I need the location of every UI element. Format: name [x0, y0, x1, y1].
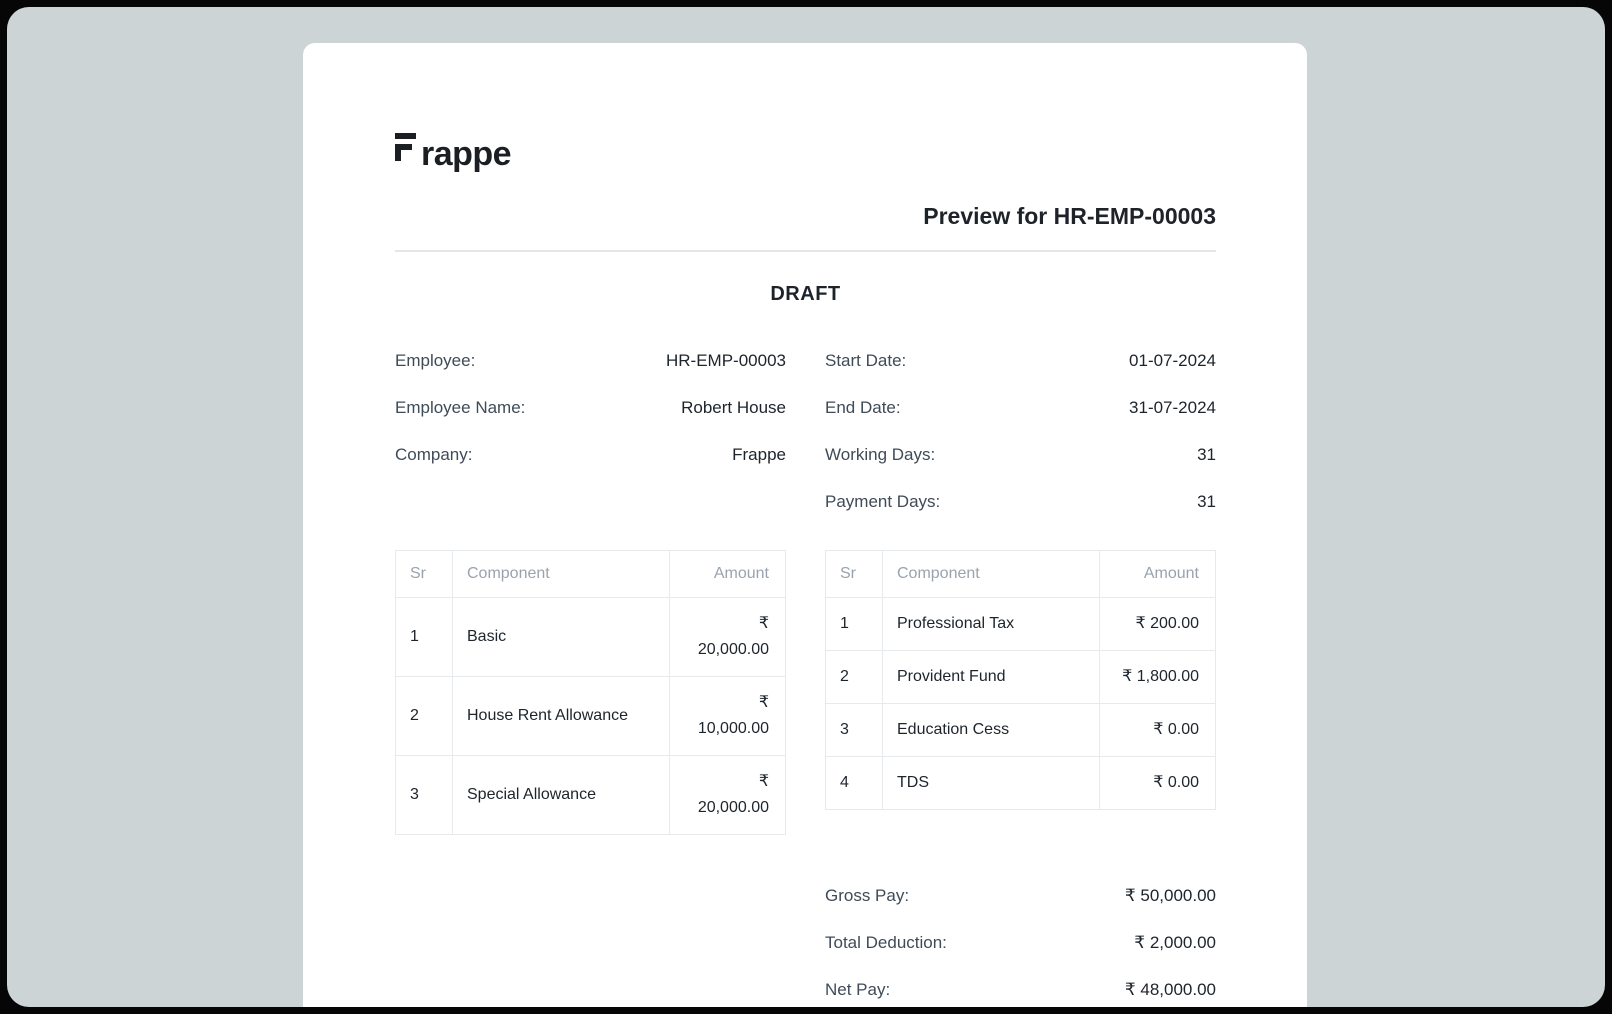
field-payment-days: [825, 489, 1216, 515]
earnings-header-component: Component: [453, 551, 670, 598]
deductions-header-amount: Amount: [1100, 551, 1216, 598]
field-label: Working Days:: [825, 445, 936, 464]
field-value: 31: [1197, 445, 1216, 464]
field-value: HR-EMP-00003: [666, 351, 786, 370]
earnings-component: Basic: [453, 598, 670, 677]
earnings-amount: ₹ 20,000.00: [670, 756, 786, 835]
earnings-amount: ₹ 20,000.00: [670, 598, 786, 677]
earnings-row: [396, 677, 786, 756]
field-end-date: [825, 395, 1216, 421]
deductions-component: Provident Fund: [883, 651, 1100, 704]
field-start-date: [825, 348, 1216, 374]
salary-slip-preview-card: [303, 43, 1307, 1007]
earnings-sr: 2: [396, 677, 453, 756]
deductions-sr: 1: [826, 598, 883, 651]
earnings-header-amount: Amount: [670, 551, 786, 598]
deductions-header-row: [826, 551, 1216, 598]
field-label: End Date:: [825, 398, 901, 417]
earnings-header-row: [396, 551, 786, 598]
field-value: 31: [1197, 492, 1216, 511]
deductions-row: [826, 704, 1216, 757]
total-label: Total Deduction:: [825, 933, 947, 952]
total-label: Net Pay:: [825, 980, 891, 999]
total-deduction: [825, 930, 1216, 956]
field-label: Employee:: [395, 351, 476, 370]
deductions-amount: ₹ 1,800.00: [1100, 651, 1216, 704]
total-value: ₹ 2,000.00: [1134, 933, 1216, 952]
field-value: 31-07-2024: [1129, 398, 1216, 417]
deductions-sr: 4: [826, 757, 883, 810]
field-company: [395, 442, 786, 468]
employee-info-section: [395, 348, 1216, 536]
field-value: Frappe: [732, 445, 786, 464]
frappe-logo: [395, 132, 1216, 173]
totals-section: [825, 883, 1216, 1003]
deductions-component: TDS: [883, 757, 1100, 810]
field-working-days: [825, 442, 1216, 468]
earnings-header-sr: Sr: [396, 551, 453, 598]
deductions-header-sr: Sr: [826, 551, 883, 598]
total-value: ₹ 48,000.00: [1124, 980, 1216, 999]
deductions-amount: ₹ 0.00: [1100, 757, 1216, 810]
components-section: [395, 550, 1216, 835]
deductions-header-component: Component: [883, 551, 1100, 598]
deductions-amount: ₹ 0.00: [1100, 704, 1216, 757]
earnings-amount: ₹ 10,000.00: [670, 677, 786, 756]
field-label: Payment Days:: [825, 492, 941, 511]
earnings-table: [395, 550, 786, 835]
employee-info-left: [395, 348, 786, 536]
deductions-component: Education Cess: [883, 704, 1100, 757]
total-value: ₹ 50,000.00: [1124, 886, 1216, 905]
deductions-amount: ₹ 200.00: [1100, 598, 1216, 651]
field-label: Company:: [395, 445, 473, 464]
deductions-row: [826, 757, 1216, 810]
total-net-pay: [825, 977, 1216, 1003]
page-background: [7, 7, 1605, 1007]
earnings-row: [396, 598, 786, 677]
deductions-column: [825, 550, 1216, 835]
deductions-sr: 3: [826, 704, 883, 757]
deductions-row: [826, 598, 1216, 651]
field-employee-name: [395, 395, 786, 421]
earnings-row: [396, 756, 786, 835]
deductions-component: Professional Tax: [883, 598, 1100, 651]
total-label: Gross Pay:: [825, 886, 910, 905]
earnings-component: House Rent Allowance: [453, 677, 670, 756]
earnings-column: [395, 550, 786, 835]
deductions-row: [826, 651, 1216, 704]
deductions-sr: 2: [826, 651, 883, 704]
field-label: Employee Name:: [395, 398, 526, 417]
frappe-f-icon: [395, 133, 419, 161]
field-value: Robert House: [681, 398, 786, 417]
preview-title: Preview for HR-EMP-00003: [923, 203, 1216, 229]
field-employee: [395, 348, 786, 374]
deductions-table: [825, 550, 1216, 810]
earnings-sr: 1: [396, 598, 453, 677]
draft-status-label: DRAFT: [770, 283, 841, 305]
earnings-sr: 3: [396, 756, 453, 835]
earnings-component: Special Allowance: [453, 756, 670, 835]
total-gross-pay: [825, 883, 1216, 909]
header-divider: [395, 250, 1216, 252]
frappe-logo-text: rappe: [421, 135, 512, 173]
field-label: Start Date:: [825, 351, 907, 370]
field-value: 01-07-2024: [1129, 351, 1216, 370]
employee-info-right: [825, 348, 1216, 536]
